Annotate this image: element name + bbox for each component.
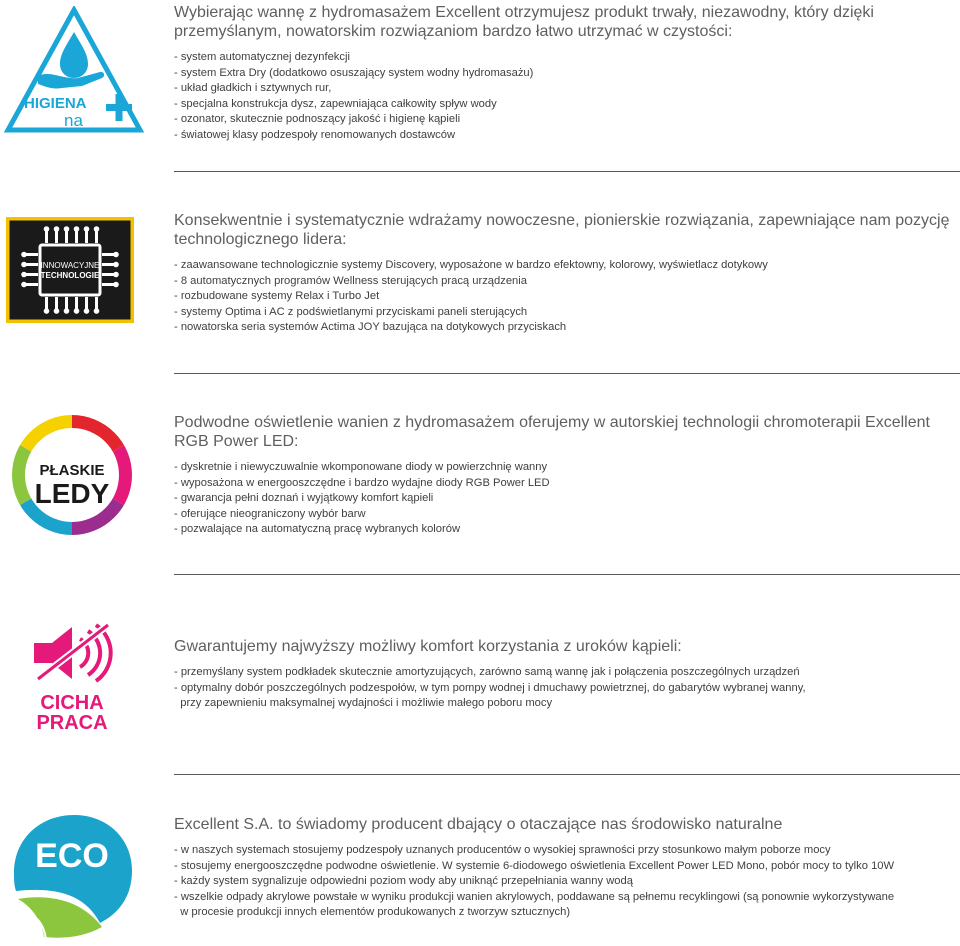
rgb-ring-icon bbox=[10, 413, 134, 537]
hygiene-triangle-icon bbox=[4, 6, 144, 136]
leds-lead: Podwodne oświetlenie wanien z hydromasażem oferujemy w autorskiej technologii chromoterapii Excellent RGB Power LED: bbox=[174, 414, 930, 450]
list-item: - wyposażona w energooszczędne i bardzo wydajne diody RGB Power LED bbox=[174, 476, 550, 489]
list-item: - 8 automatycznych programów Wellness sterujących pracą urządzenia bbox=[174, 274, 527, 287]
leds-badge-line1: PŁASKIE bbox=[39, 462, 105, 479]
muted-speaker-icon bbox=[30, 621, 120, 731]
quiet-badge-line2: PRACA bbox=[36, 712, 108, 731]
eco-badge bbox=[14, 813, 134, 941]
section-innovation bbox=[0, 205, 960, 375]
hygiene-badge bbox=[4, 6, 144, 136]
eco-bullets bbox=[174, 843, 960, 921]
list-item: - w naszych systemach stosujemy podzespoły uznanych producentów o wysokiej sprawności przy stosunkowo małym poborze mocy bbox=[174, 844, 831, 856]
leds-badge bbox=[10, 413, 134, 537]
innovation-text bbox=[174, 211, 960, 336]
list-item: - światowej klasy podzespoły renomowanych dostawców bbox=[174, 128, 456, 141]
section-quiet bbox=[0, 615, 960, 775]
list-item: - wszelkie odpady akrylowe powstałe w wyniku produkcji wanien akrylowych, poddawane są pełnemu recyklingowi (są ponownie wykorzystywane bbox=[174, 890, 895, 903]
quiet-badge bbox=[30, 621, 120, 731]
section-divider bbox=[174, 774, 960, 775]
list-item: - system Extra Dry (dodatkowo osuszający system wodny hydromasażu) bbox=[174, 66, 534, 79]
list-item: - stosujemy energooszczędne podwodne oświetlenie. W systemie 6-diodowego oświetlenia Excellent Power LED Mono, pobór mocy to tylko 10W bbox=[174, 859, 895, 872]
innovation-lead: Konsekwentnie i systematycznie wdrażamy nowoczesne, pionierskie rozwiązania, zapewniające nam pozycję technologicznego lidera: bbox=[174, 212, 950, 248]
list-item: - specjalna konstrukcja dysz, zapewniająca całkowity spływ wody bbox=[174, 97, 497, 110]
list-item: - przemyślany system podkładek skutecznie amortyzujących, zarówno samą wannę jak i połączenia poszczególnych urządzeń bbox=[174, 666, 800, 678]
list-item: - systemy Optima i AC z podświetlanymi przyciskami paneli sterujących bbox=[174, 305, 528, 318]
hygiene-bullets bbox=[174, 50, 960, 143]
list-item: - ozonator, skutecznie podnoszący jakość i higienę kąpieli bbox=[174, 113, 461, 125]
section-hygiene bbox=[0, 0, 960, 170]
hygiene-lead: Wybierając wannę z hydromasażem Excellent otrzymujesz produkt trwały, niezawodny, który dzięki przemyślanym, nowatorskim rozwiązaniom bardzo łatwo utrzymać w czystości: bbox=[174, 4, 874, 40]
innovation-badge-line2: TECHNOLOGIE bbox=[40, 271, 100, 280]
eco-text bbox=[174, 815, 960, 921]
list-item: - rozbudowane systemy Relax i Turbo Jet bbox=[174, 290, 380, 302]
eco-lead: Excellent S.A. to świadomy producent dbający o otaczające nas środowisko naturalne bbox=[174, 816, 783, 833]
hygiene-badge-line2: na bbox=[64, 111, 83, 130]
list-item: - układ gładkich i sztywnych rur, bbox=[174, 82, 332, 94]
leds-bullets bbox=[174, 460, 960, 538]
section-divider bbox=[174, 574, 960, 575]
list-item: - dyskretnie i niewyczuwalnie wkomponowane diody w powierzchnię wanny bbox=[174, 461, 548, 473]
section-leds bbox=[0, 405, 960, 575]
list-item: - optymalny dobór poszczególnych podzespołów, w tym pompy wodnej i dmuchawy powietrznej, do gabarytów wybranej wanny, bbox=[174, 681, 806, 694]
list-item: w procesie produkcji innych elementów produkowanych z tworzyw sztucznych) bbox=[174, 906, 571, 918]
quiet-badge-line1: CICHA bbox=[40, 692, 104, 714]
leds-text bbox=[174, 413, 960, 538]
list-item: przy zapewnieniu maksymalnej wydajności i możliwie małego poboru mocy bbox=[174, 697, 553, 709]
section-eco bbox=[0, 805, 960, 942]
list-item: - pozwalające na automatyczną pracę wybranych kolorów bbox=[174, 523, 461, 535]
section-divider bbox=[174, 171, 960, 172]
list-item: - system automatycznej dezynfekcji bbox=[174, 51, 350, 63]
innovation-bullets bbox=[174, 258, 960, 336]
list-item: - nowatorska seria systemów Actima JOY bazująca na dotykowych przyciskach bbox=[174, 321, 567, 333]
innovation-badge bbox=[6, 217, 134, 323]
list-item: - gwarancja pełni doznań i wyjątkowy komfort kąpieli bbox=[174, 492, 434, 504]
hygiene-badge-line1: HIGIENA bbox=[24, 95, 87, 112]
quiet-bullets bbox=[174, 665, 960, 712]
chip-icon bbox=[6, 217, 134, 323]
eco-badge-line1: ECO bbox=[35, 837, 109, 875]
list-item: - zaawansowane technologicznie systemy Discovery, wyposażone w bardzo efektowny, kolorowy, wyświetlacz dotykowy bbox=[174, 259, 768, 271]
list-item: - oferujące nieograniczony wybór barw bbox=[174, 507, 366, 520]
eco-leaf-icon bbox=[14, 813, 134, 941]
hygiene-text bbox=[174, 3, 960, 143]
quiet-text bbox=[174, 637, 960, 712]
leds-badge-line2: LEDY bbox=[34, 478, 110, 509]
innovation-badge-line1: INNOWACYJNE bbox=[40, 261, 100, 270]
section-divider bbox=[174, 373, 960, 374]
list-item: - każdy system sygnalizuje odpowiedni poziom wody aby uniknąć przepełniania wanny wodą bbox=[174, 875, 633, 887]
quiet-lead: Gwarantujemy najwyższy możliwy komfort korzystania z uroków kąpieli: bbox=[174, 638, 682, 655]
